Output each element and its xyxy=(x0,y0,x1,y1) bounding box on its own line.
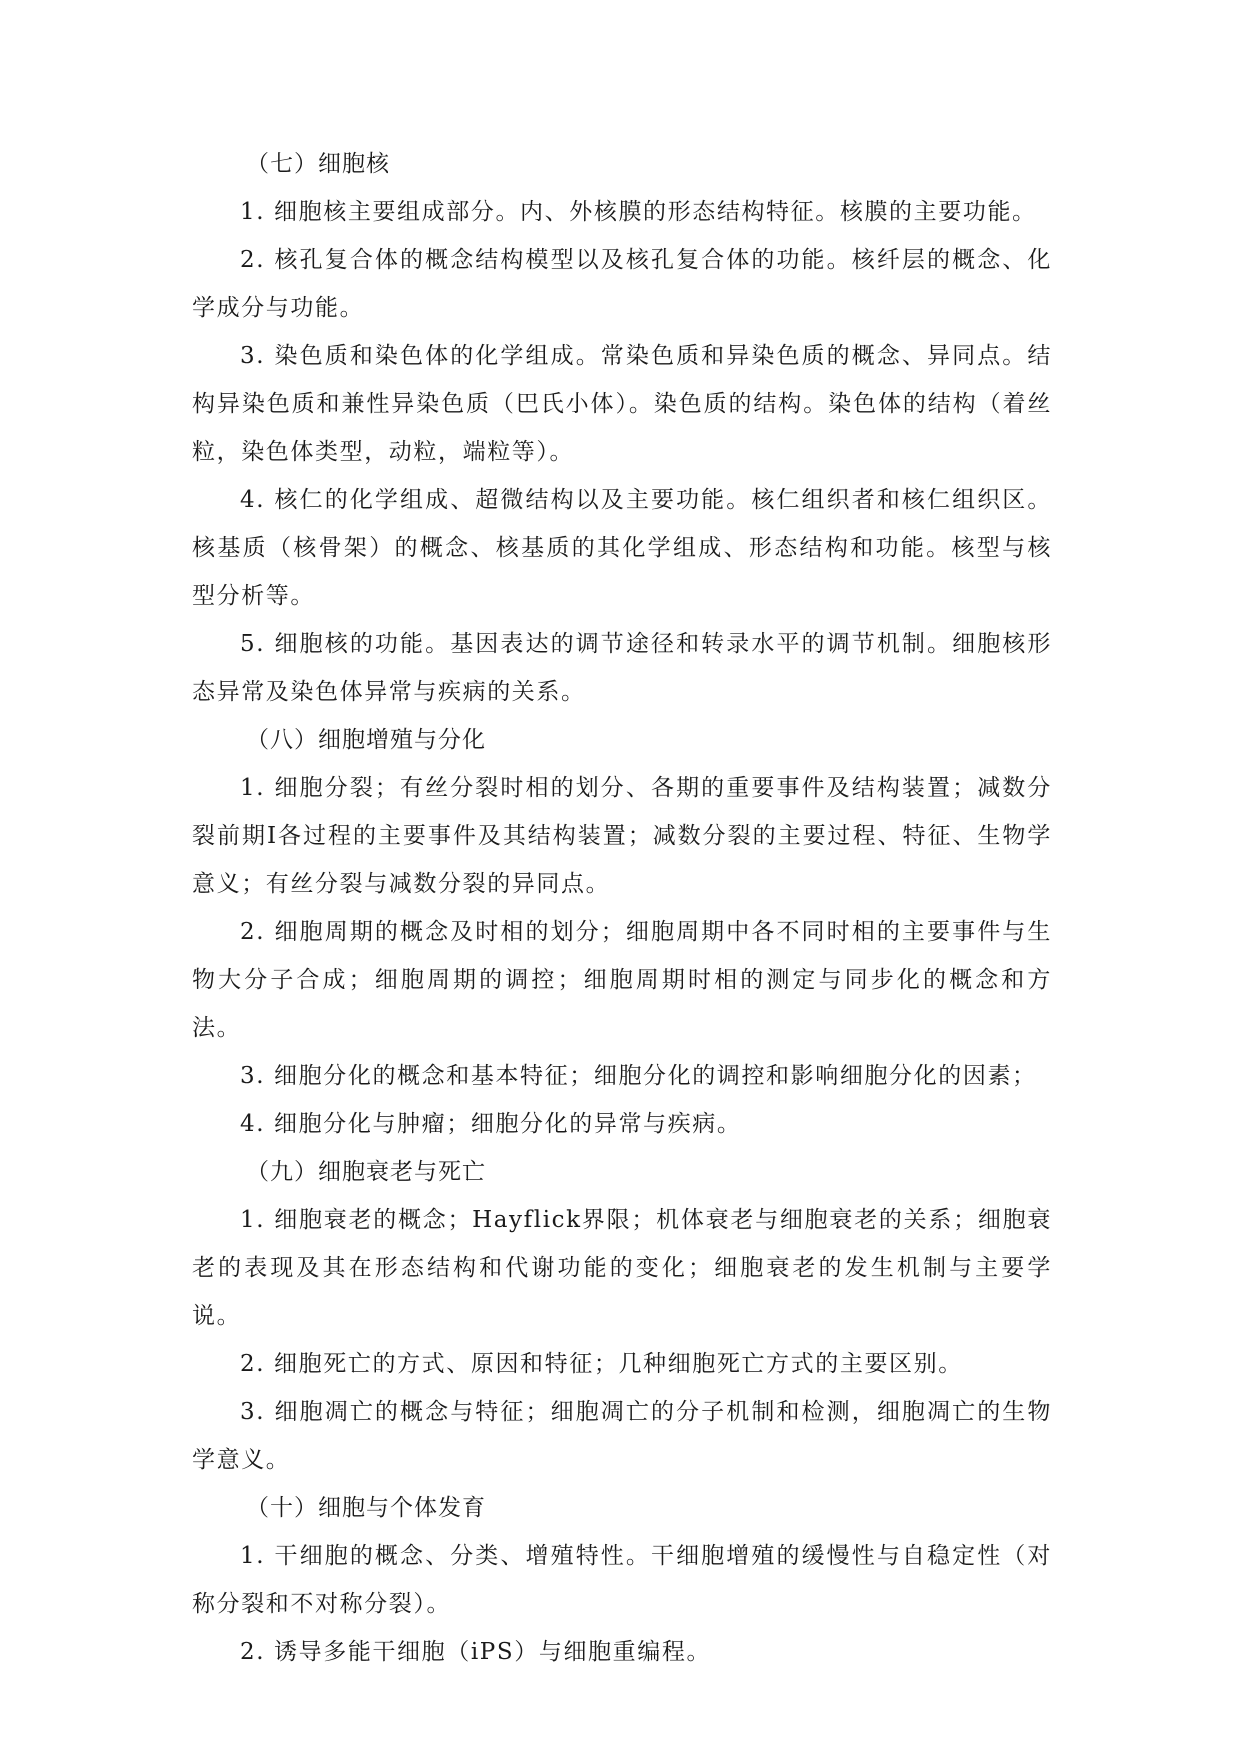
list-item: 2. 核孔复合体的概念结构模型以及核孔复合体的功能。核纤层的概念、化学成分与功能。 xyxy=(192,247,1052,321)
list-item: 2. 细胞死亡的方式、原因和特征；几种细胞死亡方式的主要区别。 xyxy=(240,1351,963,1377)
section-heading: （七）细胞核 xyxy=(246,151,390,177)
list-item: 1. 细胞核主要组成部分。内、外核膜的形态结构特征。核膜的主要功能。 xyxy=(240,199,1037,225)
section-development xyxy=(192,1484,1052,1676)
section-nucleus xyxy=(192,140,1052,716)
list-item: 1. 细胞衰老的概念；Hayflick界限；机体衰老与细胞衰老的关系；细胞衰老的表现及其在形态结构和代谢功能的变化；细胞衰老的发生机制与主要学说。 xyxy=(192,1207,1052,1329)
list-item: 3. 细胞分化的概念和基本特征；细胞分化的调控和影响细胞分化的因素； xyxy=(240,1063,1037,1089)
section-heading: （九）细胞衰老与死亡 xyxy=(246,1159,486,1185)
document-body xyxy=(192,140,1052,1676)
list-item: 4. 细胞分化与肿瘤；细胞分化的异常与疾病。 xyxy=(240,1111,742,1137)
section-aging-death xyxy=(192,1148,1052,1484)
list-item: 1. 细胞分裂；有丝分裂时相的划分、各期的重要事件及结构装置；减数分裂前期I各过程的主要事件及其结构装置；减数分裂的主要过程、特征、生物学意义；有丝分裂与减数分裂的异同点。 xyxy=(192,775,1052,897)
list-item: 2. 诱导多能干细胞（iPS）与细胞重编程。 xyxy=(240,1639,712,1665)
list-item: 5. 细胞核的功能。基因表达的调节途径和转录水平的调节机制。细胞核形态异常及染色体异常与疾病的关系。 xyxy=(192,631,1052,705)
list-item: 2. 细胞周期的概念及时相的划分；细胞周期中各不同时相的主要事件与生物大分子合成；细胞周期的调控；细胞周期时相的测定与同步化的概念和方法。 xyxy=(192,919,1052,1041)
list-item: 4. 核仁的化学组成、超微结构以及主要功能。核仁组织者和核仁组织区。核基质（核骨架）的概念、核基质的其化学组成、形态结构和功能。核型与核型分析等。 xyxy=(192,487,1052,609)
section-heading: （八）细胞增殖与分化 xyxy=(246,727,486,753)
list-item: 1. 干细胞的概念、分类、增殖特性。干细胞增殖的缓慢性与自稳定性（对称分裂和不对称分裂）。 xyxy=(192,1543,1052,1617)
list-item: 3. 细胞凋亡的概念与特征；细胞凋亡的分子机制和检测，细胞凋亡的生物学意义。 xyxy=(192,1399,1052,1473)
section-heading: （十）细胞与个体发育 xyxy=(246,1495,486,1521)
list-item: 3. 染色质和染色体的化学组成。常染色质和异染色质的概念、异同点。结构异染色质和兼性异染色质（巴氏小体）。染色质的结构。染色体的结构（着丝粒，染色体类型，动粒，端粒等）。 xyxy=(192,343,1052,465)
section-proliferation-differentiation xyxy=(192,716,1052,1148)
